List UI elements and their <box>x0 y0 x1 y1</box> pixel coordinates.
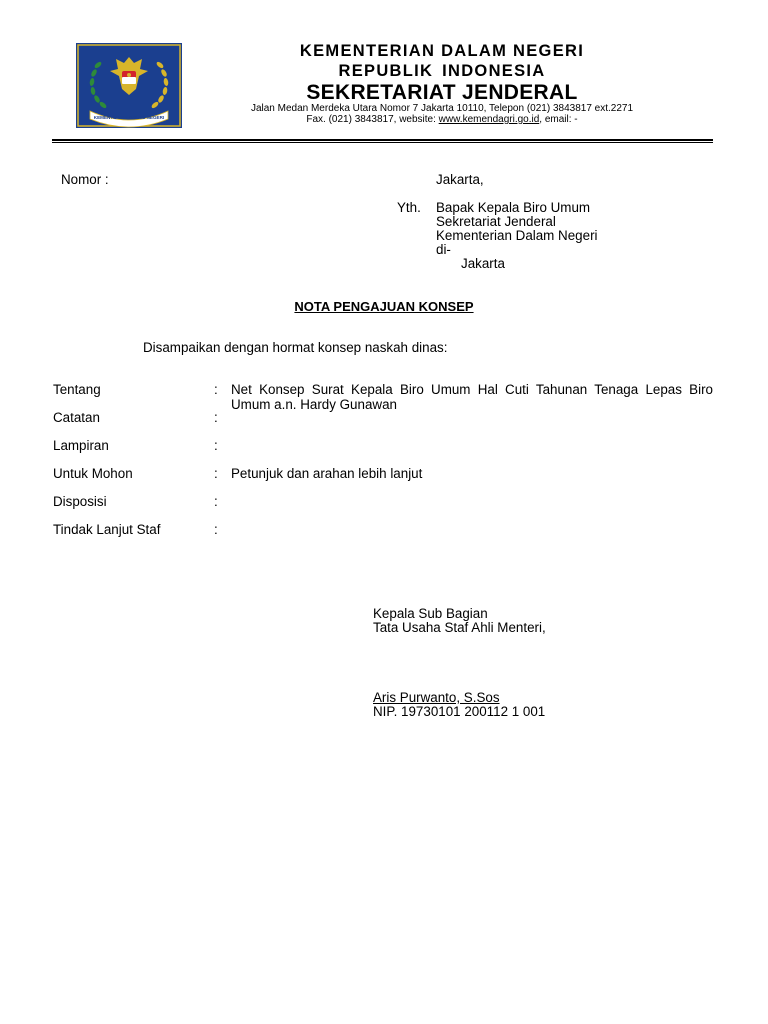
header-rule-thin <box>52 142 713 143</box>
recipient-line: Kementerian Dalam Negeri <box>436 228 598 243</box>
header-secretariat: SEKRETARIAT JENDERAL <box>306 81 578 104</box>
signer-position-unit: Tata Usaha Staf Ahli Menteri, <box>373 620 546 635</box>
place-date: Jakarta, <box>436 172 484 187</box>
kemendagri-logo <box>76 43 182 128</box>
field-colon: : <box>214 382 218 397</box>
nomor-label: Nomor : <box>61 172 109 187</box>
field-colon: : <box>214 466 218 481</box>
header-republic: REPUBLIK INDONESIA <box>338 62 546 80</box>
signer-nip: NIP. 19730101 200112 1 001 <box>373 704 546 719</box>
header-contact <box>200 114 684 125</box>
field-colon: : <box>214 494 218 509</box>
field-label-lampiran: Lampiran <box>53 438 109 453</box>
field-label-tentang: Tentang <box>53 382 101 397</box>
recipient-city: Jakarta <box>461 256 505 271</box>
header-ministry-name: KEMENTERIAN DALAM NEGERI <box>299 42 585 60</box>
signer-name: Aris Purwanto, S.Sos <box>373 690 500 705</box>
yth-label: Yth. <box>397 200 421 215</box>
intro-text: Disampaikan dengan hormat konsep naskah dinas: <box>143 340 448 355</box>
field-colon: : <box>214 522 218 537</box>
field-label-tindak-lanjut: Tindak Lanjut Staf <box>53 522 161 537</box>
recipient-line: Bapak Kepala Biro Umum <box>436 200 591 215</box>
field-colon: : <box>214 438 218 453</box>
field-label-untuk-mohon: Untuk Mohon <box>53 466 133 481</box>
header-email: , email: - <box>539 114 578 125</box>
field-value-untuk-mohon: Petunjuk dan arahan lebih lanjut <box>231 466 423 481</box>
header-rule-thick <box>52 139 713 141</box>
recipient-line: Sekretariat Jenderal <box>436 214 556 229</box>
document-title: NOTA PENGAJUAN KONSEP <box>294 299 474 314</box>
field-value-tentang: Net Konsep Surat Kepala Biro Umum Hal Cuti Tahunan Tenaga Lepas Biro Umum a.n. Hardy Gunawan <box>231 382 713 412</box>
recipient-line: di- <box>436 242 451 257</box>
header-fax: Fax. (021) 3843817, website: <box>306 114 439 125</box>
field-label-disposisi: Disposisi <box>53 494 107 509</box>
field-label-catatan: Catatan <box>53 410 100 425</box>
logo-ribbon-text: KEMENTERIAN DALAM NEGERI <box>93 115 165 120</box>
signer-position: Kepala Sub Bagian <box>373 606 488 621</box>
header-website-link[interactable]: www.kemendagri.go.id <box>438 114 540 125</box>
field-colon: : <box>214 410 218 425</box>
header-address: Jalan Medan Merdeka Utara Nomor 7 Jakarta 10110, Telepon (021) 3843817 ext.2271 <box>250 103 634 114</box>
